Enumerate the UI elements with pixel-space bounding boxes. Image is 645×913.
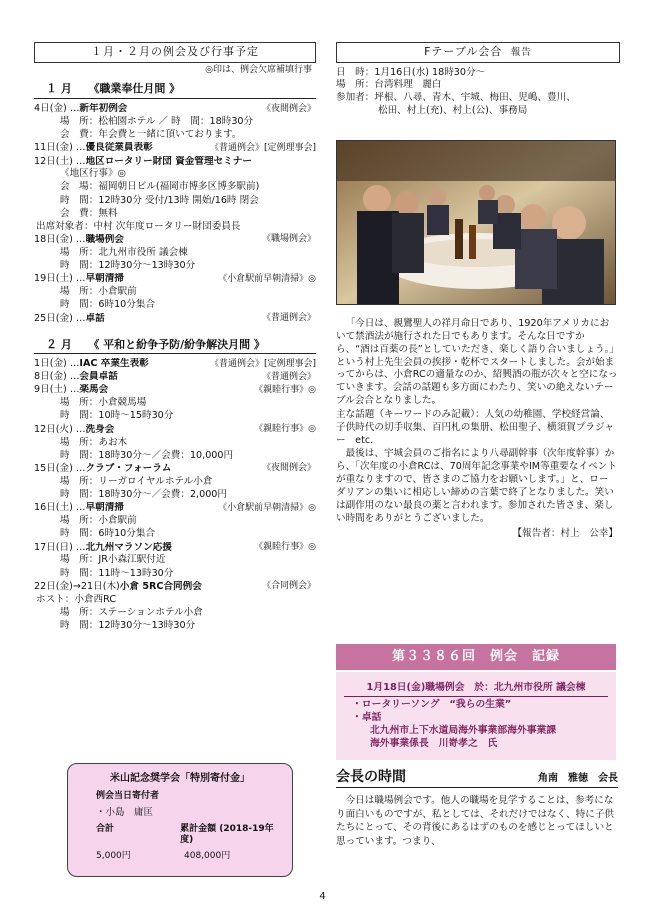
event-date: 4日(金) … (34, 103, 80, 115)
schedule-detail: 《地区行事》◎ (60, 168, 126, 180)
schedule-detail: 時 間：6時10分集合 (60, 299, 156, 311)
event-category: 《親睦行事》◎ (254, 424, 316, 435)
schedule-detail: 場 所：ステーションホテル小倉 (60, 606, 203, 618)
group-photo (336, 140, 616, 305)
event-category: 《小倉駅前早朝清掃》◎ (218, 273, 316, 284)
event-date: 11日(金) … (34, 142, 86, 154)
presidents-time (336, 768, 618, 848)
schedule-event (34, 581, 316, 594)
schedule-detail: 場 所：小倉競馬場 (60, 397, 147, 409)
ftable-column (336, 42, 620, 117)
schedule-detail: 時 間：12時30分～13時30分 (60, 260, 196, 272)
event-category: 《職場例会》 (261, 234, 316, 245)
ftable-attendees-1: 参加者：坪根、八尋、青木、宇城、梅田、児嶋、豊川、 (336, 91, 576, 103)
page-number: 4 (319, 891, 326, 902)
event-category: 《親睦行事》◎ (254, 541, 316, 552)
event-date: 22日(金)→21日(木) (34, 580, 120, 592)
schedule-event (34, 384, 316, 397)
event-category: 《普通例会》[定例理事会] (209, 358, 316, 369)
event-date: 15日(金) … (34, 462, 86, 474)
report-paragraph-2: 主な話題（キーワードのみ記載）：人気の幼稚園、学校経営論、子供時代の切手収集、百円札の集册、松田聖子、横須賀プラジャー etc. (336, 408, 615, 446)
schedule-detail: 場 所：あお木 (60, 436, 128, 448)
january-heading: １ 月 《職業奉仕月間 》 (34, 82, 316, 99)
event-category: 《合同例会》 (261, 581, 316, 592)
event-title: 会員卓話 (79, 371, 118, 383)
schedule-detail: 場 所：リーガロイヤルホテル小倉 (60, 475, 213, 487)
event-title: 新年初例会 (79, 103, 128, 115)
february-heading: ２ 月 《 平和と紛争予防/紛争解決月間 》 (34, 338, 316, 355)
schedule-detail: 時 間：12時30分 受付/13時 開始/16時 閉会 (60, 194, 259, 206)
schedule-note: ◎印は、例会欠席補填行事 (205, 64, 312, 75)
record-talk: ・卓話 (352, 711, 382, 723)
february-schedule (34, 358, 316, 633)
schedule-event (34, 312, 316, 325)
schedule-detail: 場 所：小倉駅前 (60, 515, 137, 527)
event-category: 《普通例会》 (261, 371, 316, 382)
record-talk-line-2: 海外事業係長 川嵜孝之 氏 (370, 737, 498, 749)
schedule-detail: 会 場：福岡朝日ビル(福岡市博多区博多駅前) (60, 181, 260, 193)
event-category: 《夜間例会》 (261, 463, 316, 474)
ftable-attendees-2: 松田、村上(充)、村上(公)、事務局 (378, 104, 528, 116)
event-title: 早朝清掃 (85, 502, 124, 514)
schedule-detail: 場 所：JR小森江駅付近 (60, 554, 166, 566)
meeting-record-box (336, 672, 616, 760)
ftable-place: 場 所：台湾料理 麗白 (336, 79, 442, 91)
event-date: 8日(金) … (34, 371, 80, 383)
schedule-event (34, 358, 316, 371)
schedule-detail: 時 間：11時～13時30分 (60, 567, 174, 579)
schedule-detail: ホスト：小倉西RC (36, 593, 117, 605)
event-date: 25日(金) … (34, 312, 86, 324)
meeting-record-band: 第３３８６回 例会 記録 (336, 644, 616, 670)
schedule-detail: 場 所：小倉駅前 (60, 286, 137, 298)
event-title: 早朝清掃 (85, 273, 124, 285)
schedule-event (34, 541, 316, 554)
schedule-event (34, 463, 316, 476)
event-date: 9日(土) … (34, 384, 80, 396)
event-category: 《小倉駅前早朝清掃》◎ (218, 502, 316, 513)
schedule-event (34, 371, 316, 384)
ftable-date: 日 時：1月16日(水) 18時30分～ (336, 66, 486, 78)
event-date: 18日(金) … (34, 234, 86, 246)
presidents-time-title: 会長の時間 (336, 769, 406, 785)
donation-subtitle: 例会当日寄付者 (96, 791, 160, 802)
schedule-detail: 時 間：12時30分～13時30分 (60, 619, 196, 631)
schedule-detail: 会 費：無料 (60, 207, 118, 219)
schedule-detail: 時 間：18時30分～／会費：10,000円 (60, 449, 234, 461)
event-title: 地区ロータリー財団 資金管理セミナー (85, 155, 252, 167)
schedule-detail: 場 所：北九州市役所 議会棟 (60, 246, 188, 258)
schedule-detail: 時 間：10時～15時30分 (60, 410, 174, 422)
donation-total-label: 合計 (96, 823, 115, 834)
dinner-photo-image (337, 141, 616, 305)
event-title: 楽馬会 (79, 384, 109, 396)
event-date: 12日(土) … (34, 155, 86, 167)
ftable-title-box (336, 42, 620, 63)
presidents-time-author: 角南 雅徳 会長 (538, 773, 618, 784)
schedule-event (34, 423, 316, 436)
schedule-event (34, 155, 316, 168)
record-date-place: 1月18日(金)職場例会 於：北九州市役所 議会棟 (344, 682, 608, 697)
ftable-report (336, 318, 618, 540)
schedule-detail: 場 所：松柏園ホテル ／ 時 間：18時30分 (60, 116, 254, 127)
event-date: 19日(土) … (34, 273, 86, 285)
schedule-event (34, 103, 316, 116)
donation-cumulative: 408,000円 (184, 851, 231, 862)
event-category: 《親睦行事》◎ (254, 384, 316, 395)
event-title: 優良従業員表彰 (85, 142, 153, 154)
ftable-title: Fテーブル会合 (424, 45, 503, 58)
report-paragraph-3: 最後は、宇城会員のご指名により八尋副幹事（次年度幹事）から、「次年度の小倉RCは、70周年記念事業やIM等重要なイベントが重なりますので、皆さまのご協力をお願いします。」と、ローダリアンの集いに相応しい締めの言葉で終了となりました。笑いは副作用のない最良の薬と言われます。参加された皆さま、楽しい時間をありがとうございました。 (336, 448, 617, 524)
reporter: 【報告者：村上 公幸】 (512, 527, 618, 539)
schedule-column (34, 42, 316, 633)
event-title: 洗身会 (85, 423, 115, 435)
event-category: 《夜間例会》 (261, 103, 316, 114)
presidents-time-body: 今日は職場例会です。他人の職場を見学することは、参考になり面白いものですが、私としては、それだけではなく、特に子供たちにとって、その背後にあるはずのものを感じとってほしいと思っています。つまり、 (336, 795, 615, 847)
event-title: IAC 卒業生表彰 (79, 358, 149, 370)
report-paragraph-1: 「今日は、親鸞聖人の祥月命日であり、1920年アメリカにおいて禁酒法が施行された日でもあります。そんな日ですから、“酒は百薬の長”としていただき、楽しく語り合いましょう。」という村上先生会員の挨拶・乾杯でスタートしました。会が始まってからは、小倉RCの適量なのか、紹興酒の瓶が次々と空になっていきます。会話の話題も多方面にわたり、笑いの絶えないテーブル会合となりました。 (336, 318, 618, 407)
event-date: 16日(土) … (34, 502, 86, 514)
record-talk-line-1: 北九州市上下水道局海外事業部海外事業課 (370, 724, 557, 736)
ftable-title-suffix: 報告 (510, 47, 532, 58)
schedule-detail: 会 費：年会費と一緒に頂いております。 (60, 129, 242, 141)
donation-cumulative-label: 累計金額 (2018-19年度) (180, 823, 274, 846)
event-title: 職場例会 (85, 234, 124, 246)
schedule-detail: 時 間：6時10分集合 (60, 528, 156, 540)
event-date: 17日(日) … (34, 541, 86, 553)
event-date: 12日(火) … (34, 423, 86, 435)
schedule-title: １月・２月の例会及び行事予定 (34, 42, 316, 63)
schedule-event (34, 273, 316, 286)
event-date: 1日(金) … (34, 358, 80, 370)
event-category: 《普通例会》[定例理事会] (209, 142, 316, 153)
event-title: 卓話 (85, 312, 105, 324)
event-title: クラブ・フォーラム (85, 462, 172, 474)
donation-title: 米山記念奨学会「特別寄付金」 (110, 773, 250, 784)
schedule-event (34, 502, 316, 515)
donor-name: ・小島 庸匡 (96, 807, 154, 819)
event-category: 《普通例会》 (261, 313, 316, 324)
donation-total: 5,000円 (96, 851, 131, 862)
january-schedule (34, 103, 316, 326)
schedule-detail: 出席対象者：中村 次年度ロータリー財団委員長 (36, 220, 241, 232)
event-title: 小倉 5RC合同例会 (119, 580, 202, 592)
donation-box (67, 763, 293, 877)
event-title: 北九州マラソン応援 (85, 541, 172, 553)
record-song: ・ロータリーソング “我らの生業” (352, 698, 512, 710)
schedule-detail: 時 間：18時30分～／会費：2,000円 (60, 488, 228, 500)
schedule-event (34, 142, 316, 155)
schedule-event (34, 234, 316, 247)
